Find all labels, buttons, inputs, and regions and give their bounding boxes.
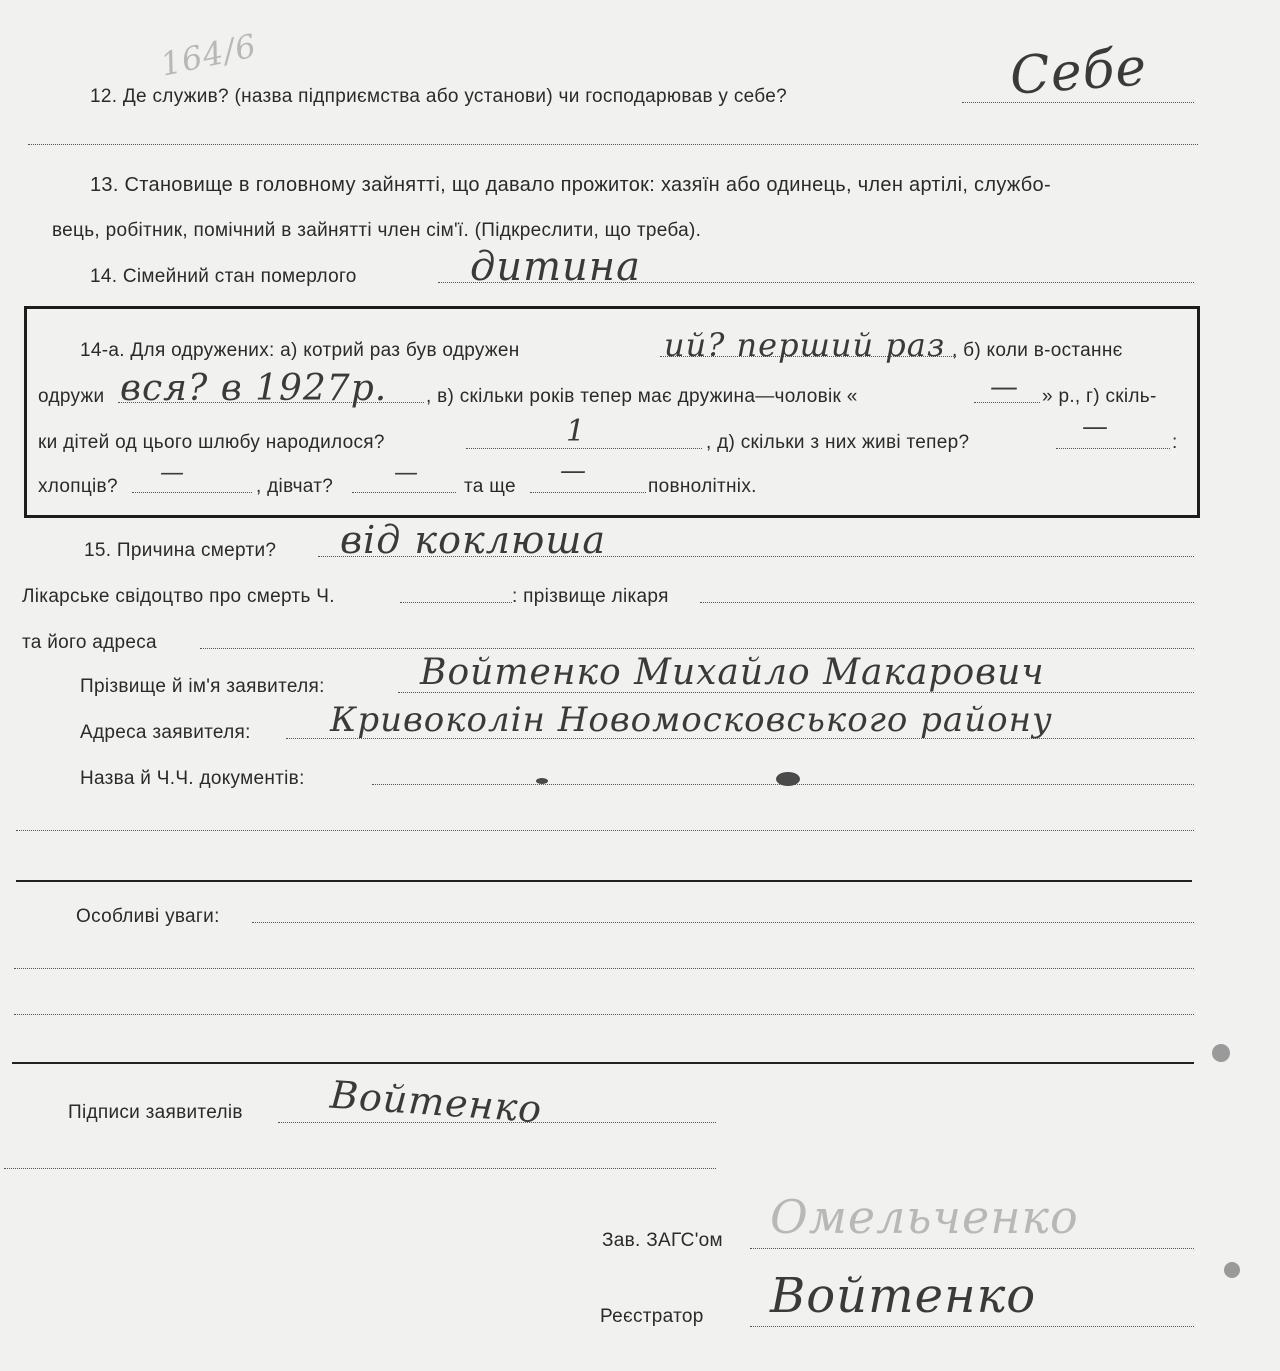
q14a-answer7-line <box>1056 448 1170 449</box>
section-divider <box>12 1062 1194 1064</box>
q14a-answer3: вся? в 1927р. <box>120 368 388 409</box>
section-divider <box>16 880 1192 882</box>
q14a-answer10: — <box>560 456 587 486</box>
q14a-text-4: , в) скільки років тепер має дружина—чоловік « <box>426 386 858 407</box>
q14a-answer8: — <box>160 458 185 486</box>
applicant-name-value: Войтенко Михайло Макарович <box>420 652 1045 693</box>
q14-label: 14. Сімейний стан померлого <box>90 266 357 287</box>
registrar-label: Реєстратор <box>600 1306 704 1327</box>
q15-label: 15. Причина смерти? <box>84 540 277 561</box>
q14a-text-9: , дівчат? <box>256 476 334 497</box>
documents-continuation-line <box>16 830 1194 831</box>
head-registry-signature: Омельченко <box>770 1190 1079 1244</box>
remarks-label: Особливі уваги: <box>76 906 220 927</box>
ink-blot <box>776 772 800 786</box>
q14a-text-8: хлопців? <box>38 476 118 497</box>
doctor-address-label: та його адреса <box>22 632 157 653</box>
q14a-text-6: ки дітей од цього шлюбу народилося? <box>38 432 385 453</box>
applicant-signature-label: Підписи заявителів <box>68 1102 243 1123</box>
q14a-text-11: повнолітніх. <box>648 476 757 497</box>
doctor-name-label: : прізвище лікаря <box>512 586 669 607</box>
q14a-text-7: , д) скільки з них живі тепер? <box>706 432 970 453</box>
q14a-answer9: — <box>394 458 419 486</box>
q14a-text-7b: : <box>1172 432 1178 453</box>
q13-line2: вець, робітник, помічний в зайнятті член сім'ї. (Підкреслити, що треба). <box>52 220 702 241</box>
doctor-address-line <box>200 648 1194 649</box>
q12-continuation-line <box>28 144 1198 145</box>
q15-answer: від коклюша <box>340 518 606 562</box>
q14a-text-10: та ще <box>464 476 516 497</box>
punch-hole-mark <box>1224 1262 1240 1278</box>
applicant-documents-label: Назва й Ч.Ч. документів: <box>80 768 305 789</box>
q14a-answer1: ий? перший раз <box>664 326 946 364</box>
remarks-line-1 <box>252 922 1194 923</box>
registrar-signature: Войтенко <box>770 1268 1037 1324</box>
medical-cert-number-line <box>400 602 512 603</box>
applicant-address-label: Адреса заявителя: <box>80 722 251 743</box>
q14a-answer10-line <box>530 492 646 493</box>
q12-answer: Себе <box>1008 37 1150 107</box>
registrar-signature-line <box>750 1326 1194 1327</box>
q14a-text-3: одружи <box>38 386 105 407</box>
q14a-answer7: — <box>1082 412 1109 442</box>
q14a-answer4: — <box>990 370 1019 403</box>
q12-answer-line <box>962 102 1194 103</box>
doctor-name-line <box>700 602 1194 603</box>
medical-cert-label: Лікарське свідоцтво про смерть Ч. <box>22 586 335 607</box>
q14a-answer8-line <box>132 492 252 493</box>
punch-hole-mark <box>1212 1044 1230 1062</box>
q14a-text-5: » р., г) скіль- <box>1042 386 1157 407</box>
q14a-marriage-box <box>24 306 1200 518</box>
applicant-name-label: Прізвище й ім'я заявителя: <box>80 676 325 697</box>
q14a-text-1: 14-а. Для одружених: а) котрий раз був одружен <box>80 340 520 361</box>
remarks-line-2 <box>14 968 1194 969</box>
head-registry-signature-line <box>750 1248 1194 1249</box>
q14a-text-2: , б) коли в-останнє <box>952 340 1123 361</box>
q14-answer: дитина <box>470 244 641 290</box>
q14a-answer6: 1 <box>566 414 587 449</box>
q13-line1: 13. Становище в головному зайнятті, що давало прожиток: хазяїн або одинець, член артілі, службо- <box>90 174 1051 196</box>
ink-blot <box>536 778 548 784</box>
head-registry-label: Зав. ЗАГС'ом <box>602 1230 723 1251</box>
applicant-address-value: Кривоколін Новомосковського району <box>330 700 1053 740</box>
q12-label: 12. Де служив? (назва підприємства або установи) чи господарював у себе? <box>90 86 787 107</box>
applicant-signature-line-2 <box>4 1168 716 1169</box>
remarks-line-3 <box>14 1014 1194 1015</box>
applicant-signature: Войтенко <box>328 1072 544 1132</box>
corner-note: 164/6 <box>157 26 261 84</box>
q14a-answer9-line <box>352 492 456 493</box>
